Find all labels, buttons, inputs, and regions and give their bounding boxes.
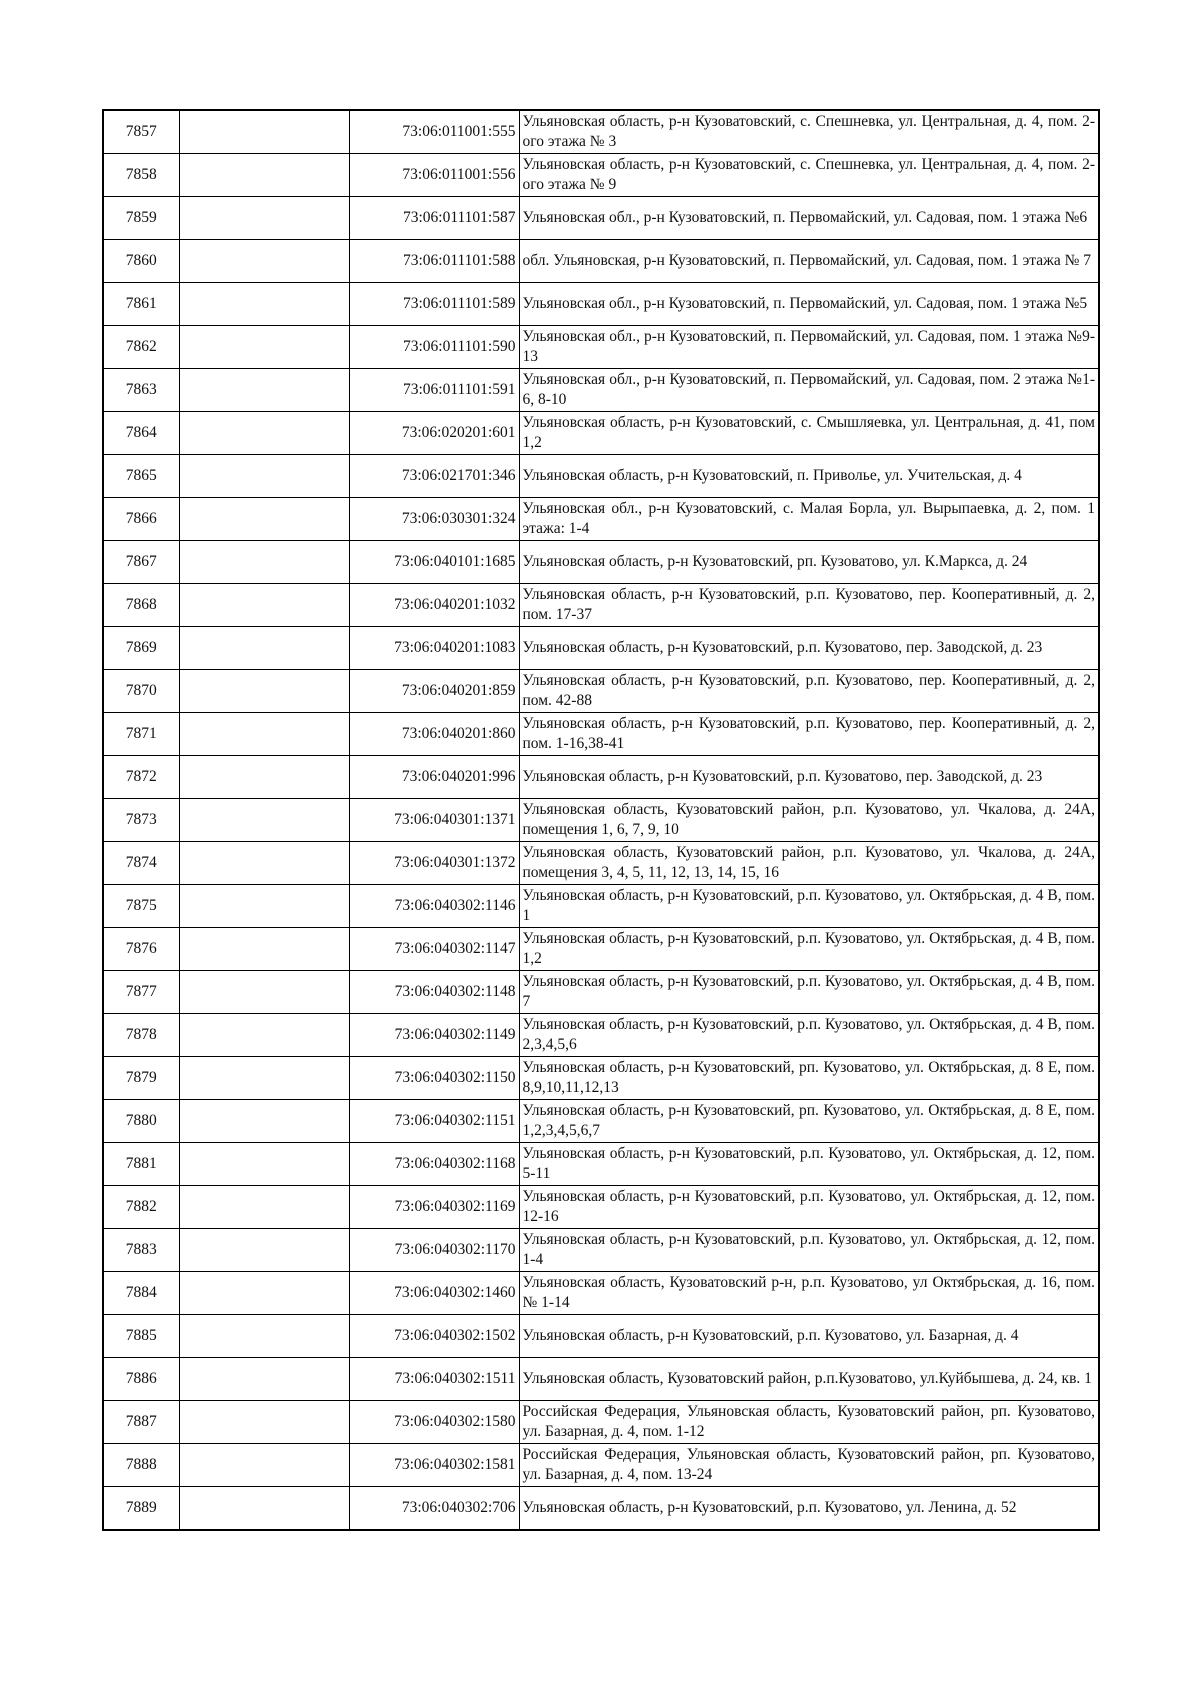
table-row bbox=[103, 455, 1099, 498]
row-number-cell: 7881 bbox=[103, 1143, 179, 1186]
table-row bbox=[103, 842, 1099, 885]
cadastral-number-cell: 73:06:040302:1169 bbox=[349, 1186, 519, 1229]
address-cell: Ульяновская область, р-н Кузоватовский, рп. Кузоватово, ул. К.Маркса, д. 24 bbox=[519, 541, 1099, 584]
table-row bbox=[103, 1057, 1099, 1100]
table-row bbox=[103, 197, 1099, 240]
table-row bbox=[103, 240, 1099, 283]
address-cell: Ульяновская область, Кузоватовский р-н, р.п. Кузоватово, ул Октябрьская, д. 16, пом. № 1-14 bbox=[519, 1272, 1099, 1315]
row-number-cell: 7869 bbox=[103, 627, 179, 670]
table-row bbox=[103, 1487, 1099, 1531]
address-cell: Ульяновская обл., р-н Кузоватовский, п. Первомайский, ул. Садовая, пом. 1 этажа №6 bbox=[519, 197, 1099, 240]
table-row bbox=[103, 1401, 1099, 1444]
empty-cell bbox=[179, 369, 349, 412]
table-row bbox=[103, 1014, 1099, 1057]
address-cell: Ульяновская область, р-н Кузоватовский, р.п. Кузоватово, пер. Кооперативный, д. 2, пом. 1-16,38-41 bbox=[519, 713, 1099, 756]
address-cell: Ульяновская область, Кузоватовский район, р.п. Кузоватово, ул. Чкалова, д. 24А, помещения 3, 4, 5, 11, 12, 13, 14, 15, 16 bbox=[519, 842, 1099, 885]
row-number-cell: 7870 bbox=[103, 670, 179, 713]
address-cell: Ульяновская область, р-н Кузоватовский, р.п. Кузоватово, ул. Октябрьская, д. 4 В, пом. 1 bbox=[519, 885, 1099, 928]
table-row bbox=[103, 326, 1099, 369]
cadastral-number-cell: 73:06:040302:1170 bbox=[349, 1229, 519, 1272]
table-row bbox=[103, 154, 1099, 197]
empty-cell bbox=[179, 627, 349, 670]
address-cell: Ульяновская обл., р-н Кузоватовский, п. Первомайский, ул. Садовая, пом. 1 этажа №9-13 bbox=[519, 326, 1099, 369]
address-cell: Ульяновская область, р-н Кузоватовский, п. Приволье, ул. Учительская, д. 4 bbox=[519, 455, 1099, 498]
row-number-cell: 7863 bbox=[103, 369, 179, 412]
cadastral-number-cell: 73:06:040302:1511 bbox=[349, 1358, 519, 1401]
table-row bbox=[103, 1186, 1099, 1229]
table-row bbox=[103, 971, 1099, 1014]
row-number-cell: 7889 bbox=[103, 1487, 179, 1531]
address-cell: Ульяновская область, р-н Кузоватовский, р.п. Кузоватово, пер. Заводской, д. 23 bbox=[519, 756, 1099, 799]
row-number-cell: 7865 bbox=[103, 455, 179, 498]
empty-cell bbox=[179, 412, 349, 455]
empty-cell bbox=[179, 842, 349, 885]
empty-cell bbox=[179, 1487, 349, 1531]
cadastral-number-cell: 73:06:040302:1581 bbox=[349, 1444, 519, 1487]
row-number-cell: 7877 bbox=[103, 971, 179, 1014]
empty-cell bbox=[179, 1315, 349, 1358]
empty-cell bbox=[179, 1444, 349, 1487]
address-cell: Российская Федерация, Ульяновская область, Кузоватовский район, рп. Кузоватово, ул. Базарная, д. 4, пом. 1-12 bbox=[519, 1401, 1099, 1444]
address-cell: Ульяновская область, р-н Кузоватовский, р.п. Кузоватово, ул. Октябрьская, д. 12, пом. 12-16 bbox=[519, 1186, 1099, 1229]
row-number-cell: 7875 bbox=[103, 885, 179, 928]
empty-cell bbox=[179, 154, 349, 197]
empty-cell bbox=[179, 110, 349, 154]
row-number-cell: 7872 bbox=[103, 756, 179, 799]
cadastral-number-cell: 73:06:040301:1372 bbox=[349, 842, 519, 885]
table-row bbox=[103, 1272, 1099, 1315]
empty-cell bbox=[179, 1057, 349, 1100]
address-cell: Ульяновская область, р-н Кузоватовский, рп. Кузоватово, ул. Октябрьская, д. 8 Е, пом. 1,2,3,4,5,6,7 bbox=[519, 1100, 1099, 1143]
cadastral-number-cell: 73:06:021701:346 bbox=[349, 455, 519, 498]
empty-cell bbox=[179, 670, 349, 713]
empty-cell bbox=[179, 541, 349, 584]
cadastral-number-cell: 73:06:040201:1032 bbox=[349, 584, 519, 627]
row-number-cell: 7860 bbox=[103, 240, 179, 283]
table-row bbox=[103, 713, 1099, 756]
empty-cell bbox=[179, 885, 349, 928]
row-number-cell: 7867 bbox=[103, 541, 179, 584]
empty-cell bbox=[179, 1401, 349, 1444]
empty-cell bbox=[179, 1100, 349, 1143]
empty-cell bbox=[179, 498, 349, 541]
address-cell: Ульяновская область, р-н Кузоватовский, р.п. Кузоватово, ул. Октябрьская, д. 12, пом. 1-4 bbox=[519, 1229, 1099, 1272]
cadastral-number-cell: 73:06:040302:1460 bbox=[349, 1272, 519, 1315]
empty-cell bbox=[179, 1272, 349, 1315]
address-cell: Ульяновская область, р-н Кузоватовский, р.п. Кузоватово, ул. Базарная, д. 4 bbox=[519, 1315, 1099, 1358]
address-cell: Ульяновская область, р-н Кузоватовский, р.п. Кузоватово, ул. Ленина, д. 52 bbox=[519, 1487, 1099, 1531]
cadastral-number-cell: 73:06:040101:1685 bbox=[349, 541, 519, 584]
row-number-cell: 7880 bbox=[103, 1100, 179, 1143]
cadastral-number-cell: 73:06:040302:706 bbox=[349, 1487, 519, 1531]
empty-cell bbox=[179, 1358, 349, 1401]
empty-cell bbox=[179, 713, 349, 756]
empty-cell bbox=[179, 197, 349, 240]
table-row bbox=[103, 1315, 1099, 1358]
table-row bbox=[103, 1100, 1099, 1143]
cadastral-number-cell: 73:06:011101:589 bbox=[349, 283, 519, 326]
row-number-cell: 7873 bbox=[103, 799, 179, 842]
empty-cell bbox=[179, 326, 349, 369]
empty-cell bbox=[179, 1186, 349, 1229]
empty-cell bbox=[179, 756, 349, 799]
address-cell: обл. Ульяновская, р-н Кузоватовский, п. Первомайский, ул. Садовая, пом. 1 этажа № 7 bbox=[519, 240, 1099, 283]
table-row bbox=[103, 1229, 1099, 1272]
row-number-cell: 7884 bbox=[103, 1272, 179, 1315]
address-cell: Ульяновская область, р-н Кузоватовский, р.п. Кузоватово, пер. Заводской, д. 23 bbox=[519, 627, 1099, 670]
row-number-cell: 7887 bbox=[103, 1401, 179, 1444]
address-cell: Ульяновская область, р-н Кузоватовский, р.п. Кузоватово, ул. Октябрьская, д. 4 В, пом. 2,3,4,5,6 bbox=[519, 1014, 1099, 1057]
address-cell: Ульяновская область, р-н Кузоватовский, с. Спешневка, ул. Центральная, д. 4, пом. 2-ого этажа № 3 bbox=[519, 110, 1099, 154]
table-row bbox=[103, 1444, 1099, 1487]
cadastral-number-cell: 73:06:011101:590 bbox=[349, 326, 519, 369]
row-number-cell: 7883 bbox=[103, 1229, 179, 1272]
empty-cell bbox=[179, 455, 349, 498]
table-row bbox=[103, 885, 1099, 928]
row-number-cell: 7861 bbox=[103, 283, 179, 326]
row-number-cell: 7874 bbox=[103, 842, 179, 885]
row-number-cell: 7878 bbox=[103, 1014, 179, 1057]
empty-cell bbox=[179, 1143, 349, 1186]
cadastral-number-cell: 73:06:040302:1580 bbox=[349, 1401, 519, 1444]
table-row bbox=[103, 928, 1099, 971]
property-registry-table bbox=[102, 109, 1100, 1531]
table-row bbox=[103, 283, 1099, 326]
table-row bbox=[103, 799, 1099, 842]
table-row bbox=[103, 670, 1099, 713]
cadastral-number-cell: 73:06:011101:587 bbox=[349, 197, 519, 240]
row-number-cell: 7868 bbox=[103, 584, 179, 627]
table-row bbox=[103, 756, 1099, 799]
table-row bbox=[103, 369, 1099, 412]
row-number-cell: 7885 bbox=[103, 1315, 179, 1358]
cadastral-number-cell: 73:06:040302:1149 bbox=[349, 1014, 519, 1057]
address-cell: Ульяновская область, р-н Кузоватовский, р.п. Кузоватово, ул. Октябрьская, д. 4 В, пом. 7 bbox=[519, 971, 1099, 1014]
empty-cell bbox=[179, 1014, 349, 1057]
row-number-cell: 7888 bbox=[103, 1444, 179, 1487]
table-row bbox=[103, 627, 1099, 670]
cadastral-number-cell: 73:06:040201:996 bbox=[349, 756, 519, 799]
table-row bbox=[103, 541, 1099, 584]
cadastral-number-cell: 73:06:011101:588 bbox=[349, 240, 519, 283]
empty-cell bbox=[179, 1229, 349, 1272]
row-number-cell: 7876 bbox=[103, 928, 179, 971]
address-cell: Ульяновская область, р-н Кузоватовский, р.п. Кузоватово, пер. Кооперативный, д. 2, пом. 17-37 bbox=[519, 584, 1099, 627]
row-number-cell: 7866 bbox=[103, 498, 179, 541]
cadastral-number-cell: 73:06:040201:859 bbox=[349, 670, 519, 713]
cadastral-number-cell: 73:06:011101:591 bbox=[349, 369, 519, 412]
cadastral-number-cell: 73:06:040301:1371 bbox=[349, 799, 519, 842]
table-row bbox=[103, 412, 1099, 455]
address-cell: Ульяновская область, Кузоватовский район, р.п. Кузоватово, ул. Чкалова, д. 24А, помещения 1, 6, 7, 9, 10 bbox=[519, 799, 1099, 842]
cadastral-number-cell: 73:06:020201:601 bbox=[349, 412, 519, 455]
empty-cell bbox=[179, 799, 349, 842]
row-number-cell: 7859 bbox=[103, 197, 179, 240]
row-number-cell: 7871 bbox=[103, 713, 179, 756]
cadastral-number-cell: 73:06:030301:324 bbox=[349, 498, 519, 541]
address-cell: Ульяновская область, Кузоватовский район, р.п.Кузоватово, ул.Куйбышева, д. 24, кв. 1 bbox=[519, 1358, 1099, 1401]
address-cell: Ульяновская обл., р-н Кузоватовский, п. Первомайский, ул. Садовая, пом. 2 этажа №1-6, 8-10 bbox=[519, 369, 1099, 412]
address-cell: Ульяновская область, р-н Кузоватовский, р.п. Кузоватово, пер. Кооперативный, д. 2, пом. 42-88 bbox=[519, 670, 1099, 713]
row-number-cell: 7862 bbox=[103, 326, 179, 369]
empty-cell bbox=[179, 584, 349, 627]
cadastral-number-cell: 73:06:040302:1168 bbox=[349, 1143, 519, 1186]
cadastral-number-cell: 73:06:040201:1083 bbox=[349, 627, 519, 670]
row-number-cell: 7886 bbox=[103, 1358, 179, 1401]
row-number-cell: 7864 bbox=[103, 412, 179, 455]
empty-cell bbox=[179, 971, 349, 1014]
row-number-cell: 7879 bbox=[103, 1057, 179, 1100]
row-number-cell: 7858 bbox=[103, 154, 179, 197]
cadastral-number-cell: 73:06:011001:556 bbox=[349, 154, 519, 197]
cadastral-number-cell: 73:06:040302:1146 bbox=[349, 885, 519, 928]
empty-cell bbox=[179, 283, 349, 326]
address-cell: Российская Федерация, Ульяновская область, Кузоватовский район, рп. Кузоватово, ул. Базарная, д. 4, пом. 13-24 bbox=[519, 1444, 1099, 1487]
address-cell: Ульяновская обл., р-н Кузоватовский, п. Первомайский, ул. Садовая, пом. 1 этажа №5 bbox=[519, 283, 1099, 326]
address-cell: Ульяновская область, р-н Кузоватовский, р.п. Кузоватово, ул. Октябрьская, д. 4 В, пом. 1,2 bbox=[519, 928, 1099, 971]
address-cell: Ульяновская область, р-н Кузоватовский, с. Смышляевка, ул. Центральная, д. 41, пом 1,2 bbox=[519, 412, 1099, 455]
cadastral-number-cell: 73:06:040302:1151 bbox=[349, 1100, 519, 1143]
cadastral-number-cell: 73:06:040302:1502 bbox=[349, 1315, 519, 1358]
cadastral-number-cell: 73:06:011001:555 bbox=[349, 110, 519, 154]
empty-cell bbox=[179, 928, 349, 971]
table-row bbox=[103, 584, 1099, 627]
address-cell: Ульяновская область, р-н Кузоватовский, с. Спешневка, ул. Центральная, д. 4, пом. 2-ого этажа № 9 bbox=[519, 154, 1099, 197]
address-cell: Ульяновская обл., р-н Кузоватовский, с. Малая Борла, ул. Вырыпаевка, д. 2, пом. 1 этажа: 1-4 bbox=[519, 498, 1099, 541]
address-cell: Ульяновская область, р-н Кузоватовский, р.п. Кузоватово, ул. Октябрьская, д. 12, пом. 5-11 bbox=[519, 1143, 1099, 1186]
table-row bbox=[103, 110, 1099, 154]
table-row bbox=[103, 1143, 1099, 1186]
cadastral-number-cell: 73:06:040201:860 bbox=[349, 713, 519, 756]
row-number-cell: 7882 bbox=[103, 1186, 179, 1229]
cadastral-number-cell: 73:06:040302:1147 bbox=[349, 928, 519, 971]
cadastral-number-cell: 73:06:040302:1148 bbox=[349, 971, 519, 1014]
cadastral-number-cell: 73:06:040302:1150 bbox=[349, 1057, 519, 1100]
registry-table-body bbox=[103, 110, 1099, 1530]
row-number-cell: 7857 bbox=[103, 110, 179, 154]
address-cell: Ульяновская область, р-н Кузоватовский, рп. Кузоватово, ул. Октябрьская, д. 8 Е, пом. 8,9,10,11,12,13 bbox=[519, 1057, 1099, 1100]
table-row bbox=[103, 1358, 1099, 1401]
empty-cell bbox=[179, 240, 349, 283]
table-row bbox=[103, 498, 1099, 541]
